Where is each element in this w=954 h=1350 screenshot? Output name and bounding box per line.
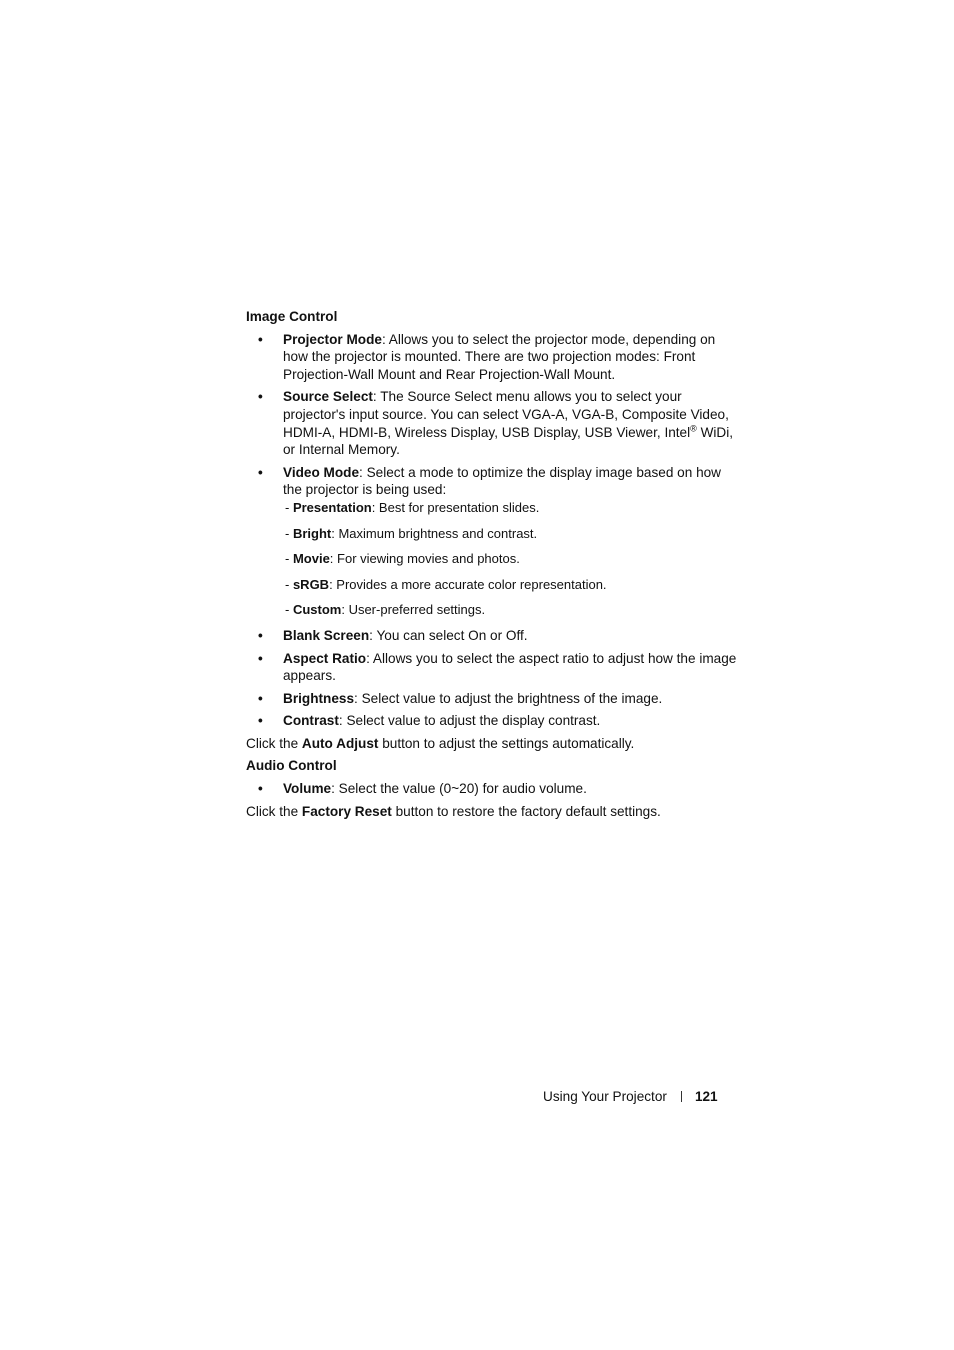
bullet-icon: • <box>258 331 263 347</box>
bullet-icon: • <box>258 650 263 666</box>
audio-control-list <box>246 780 741 798</box>
mode-option <box>285 525 741 543</box>
footer-section-title: Using Your Projector <box>543 1089 667 1104</box>
para-text: Click the <box>246 735 302 751</box>
para-text: button to adjust the settings automatically. <box>378 735 635 751</box>
dash: - <box>285 576 293 592</box>
list-item-projector-mode <box>246 331 741 384</box>
dash: - <box>285 551 293 567</box>
list-item-brightness <box>246 690 741 708</box>
audio-control-heading: Audio Control <box>246 758 337 774</box>
image-control-list <box>246 331 741 730</box>
desc-blank-screen: : You can select On or Off. <box>369 627 528 643</box>
list-item-contrast <box>246 712 741 730</box>
dash: - <box>285 525 293 541</box>
bullet-icon: • <box>258 690 263 706</box>
mode-term: Movie <box>292 551 330 567</box>
mode-option <box>285 576 741 594</box>
term-volume: Volume <box>283 781 332 797</box>
bullet-icon: • <box>258 464 263 480</box>
mode-term: sRGB <box>292 576 330 592</box>
term-contrast: Contrast <box>283 713 339 729</box>
mode-desc: : Maximum brightness and contrast. <box>331 525 538 541</box>
mode-term: Custom <box>292 602 342 618</box>
mode-option <box>285 601 741 619</box>
mode-desc: : For viewing movies and photos. <box>329 551 520 567</box>
desc-source-select-end: WiDi, or Internal Memory. <box>283 424 734 458</box>
footer-divider <box>681 1091 682 1102</box>
list-item-aspect-ratio <box>246 650 741 685</box>
desc-aspect-ratio: : Allows you to select the aspect ratio to adjust how the image appears. <box>283 650 737 684</box>
term-video-mode: Video Mode <box>283 464 360 480</box>
auto-adjust-term: Auto Adjust <box>301 735 379 751</box>
mode-desc: : Best for presentation slides. <box>371 499 540 515</box>
term-blank-screen: Blank Screen <box>283 627 370 643</box>
bullet-icon: • <box>258 627 263 643</box>
desc-source-select: : The Source Select menu allows you to select your projector's input source. You can select VGA-A, VGA-B, Composite Video, HDMI-A, HDMI-B, Wireless Display, USB Display, USB Viewer, Intel <box>283 389 729 440</box>
desc-volume: : Select the value (0~20) for audio volume. <box>331 781 587 797</box>
page-content <box>246 308 741 825</box>
term-brightness: Brightness <box>283 690 355 706</box>
bullet-icon: • <box>258 389 263 405</box>
auto-adjust-paragraph <box>246 735 741 753</box>
mode-option <box>285 499 741 517</box>
desc-video-mode: : Select a mode to optimize the display image based on how the projector is being used: <box>283 464 722 498</box>
dash: - <box>285 499 293 515</box>
mode-term: Presentation <box>292 499 372 515</box>
mode-desc: : Provides a more accurate color representation. <box>329 576 607 592</box>
dash: - <box>285 602 293 618</box>
list-item-blank-screen <box>246 627 741 645</box>
term-aspect-ratio: Aspect Ratio <box>283 650 367 666</box>
image-control-heading: Image Control <box>246 309 338 324</box>
page-footer <box>543 1088 743 1105</box>
desc-brightness: : Select value to adjust the brightness of the image. <box>354 690 663 706</box>
mode-desc: : User-preferred settings. <box>341 602 486 618</box>
mode-option <box>285 550 741 568</box>
desc-contrast: : Select value to adjust the display contrast. <box>338 713 601 729</box>
page-number: 121 <box>694 1089 718 1104</box>
list-item-source-select <box>246 388 741 458</box>
term-source-select: Source Select <box>283 389 373 405</box>
video-mode-options <box>283 499 741 619</box>
para-text: button to restore the factory default settings. <box>391 803 661 819</box>
bullet-icon: • <box>258 781 263 797</box>
registered-mark: ® <box>690 423 697 434</box>
factory-reset-term: Factory Reset <box>301 803 392 819</box>
factory-reset-paragraph <box>246 803 741 821</box>
list-item-volume <box>246 780 741 798</box>
term-projector-mode: Projector Mode <box>283 331 382 347</box>
list-item-video-mode <box>246 464 741 619</box>
bullet-icon: • <box>258 713 263 729</box>
para-text: Click the <box>246 803 302 819</box>
mode-term: Bright <box>292 525 332 541</box>
desc-projector-mode: : Allows you to select the projector mode, depending on how the projector is mounted. There are two projection modes: Front Projection-Wall Mount and Rear Projection-Wall Mount. <box>283 331 716 382</box>
